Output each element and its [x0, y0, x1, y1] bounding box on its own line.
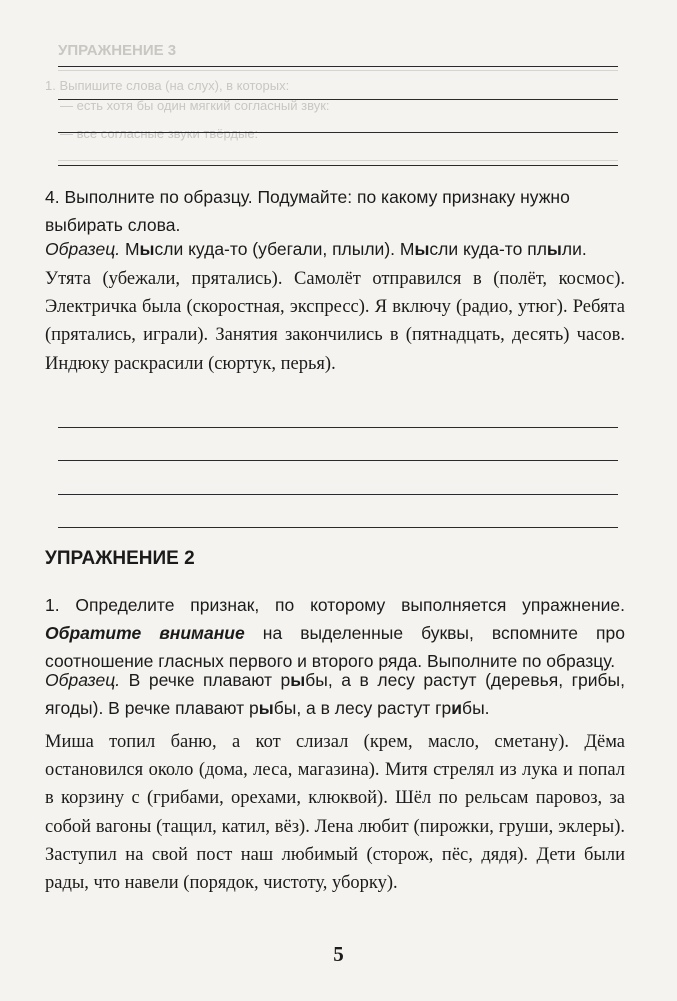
highlighted-letter: ы — [258, 698, 274, 718]
sample-text: сли куда-то (убегали, плыли). М — [154, 239, 415, 259]
task-4-instruction: 4. Выполните по образцу. Подумайте: по какому признаку нужно выбирать слова. — [45, 187, 570, 235]
sample-text: М — [120, 239, 140, 259]
exercise-2-sample — [45, 666, 625, 722]
task-4-sample — [45, 235, 625, 263]
answer-line — [58, 527, 618, 528]
exercise-2-text: Миша топил баню, а кот слизал (крем, масло, сметану). Дёма остановился около (дома, леса, магазина). Митя стрелял из лука и попал в корзину с (грибами, орехами, клюквой). Шёл по рельсам паровоз, за собой вагоны (тащил, катил, вёз). Лена любит (пирожки, груши, эклеры). Заступил на свой пост наш любимый (сторож, пёс, дядя). Дети были рады, что навели (порядок, чистоту, уборку). — [45, 732, 625, 894]
sample-label: Образец. — [45, 239, 121, 259]
sample-text: сли куда-то пл — [429, 239, 547, 259]
task-4-exercise-text: Утята (убежали, прятались). Самолёт отправился в (полёт, космос). Электричка была (скоростная, экспресс). Я включу (радио, утюг). Ребята (прятались, играли). Занятия закончились в (пятнадцать, десять) часов. Индюку раскрасили (сюртук, перья). — [45, 269, 625, 374]
sample-text: ли. — [561, 239, 587, 259]
exercise-2-instruction — [45, 591, 625, 675]
sample-text: бы, а в лесу растут гр — [273, 698, 452, 718]
bleed-through-heading: УПРАЖНЕНИЕ 3 — [58, 42, 177, 59]
instruction-text: 1. Определите признак, по которому выполняется упражнение. — [45, 595, 625, 615]
answer-line — [58, 132, 618, 133]
answer-line — [58, 66, 618, 67]
instruction-text: на выделенные буквы, вспомните про соотношение гласных первого и второго ряда. Выполните по образцу. — [45, 623, 625, 671]
answer-line — [58, 165, 618, 166]
page-number: 5 — [333, 942, 344, 966]
bleed-through-line: — есть хотя бы один мягкий согласный звук: — [60, 98, 330, 113]
highlighted-letter: и — [451, 698, 463, 718]
answer-line — [58, 460, 618, 461]
sample-text: бы. — [462, 698, 490, 718]
instruction-emphasis: Обратите внимание — [45, 623, 245, 643]
sample-label: Образец. — [45, 670, 121, 690]
bleed-through-rule — [58, 160, 618, 161]
highlighted-letter: ы — [414, 239, 430, 259]
exercise-2-heading: УПРАЖНЕНИЕ 2 — [45, 548, 195, 569]
bleed-through-line: — все согласные звуки твёрдые: — [60, 126, 259, 141]
answer-line — [58, 427, 618, 428]
bleed-through-rule — [58, 70, 618, 71]
bleed-through-line: 1. Выпишите слова (на слух), в которых: — [45, 78, 290, 93]
highlighted-letter: ы — [290, 670, 306, 690]
sample-text: В речке плавают р — [120, 670, 291, 690]
highlighted-letter: ы — [139, 239, 155, 259]
sample-text: бы, а в лесу растут (деревья, грибы, ягоды). В речке плавают р — [45, 670, 625, 718]
answer-line — [58, 99, 618, 100]
highlighted-letter: ы — [546, 239, 562, 259]
answer-line — [58, 494, 618, 495]
